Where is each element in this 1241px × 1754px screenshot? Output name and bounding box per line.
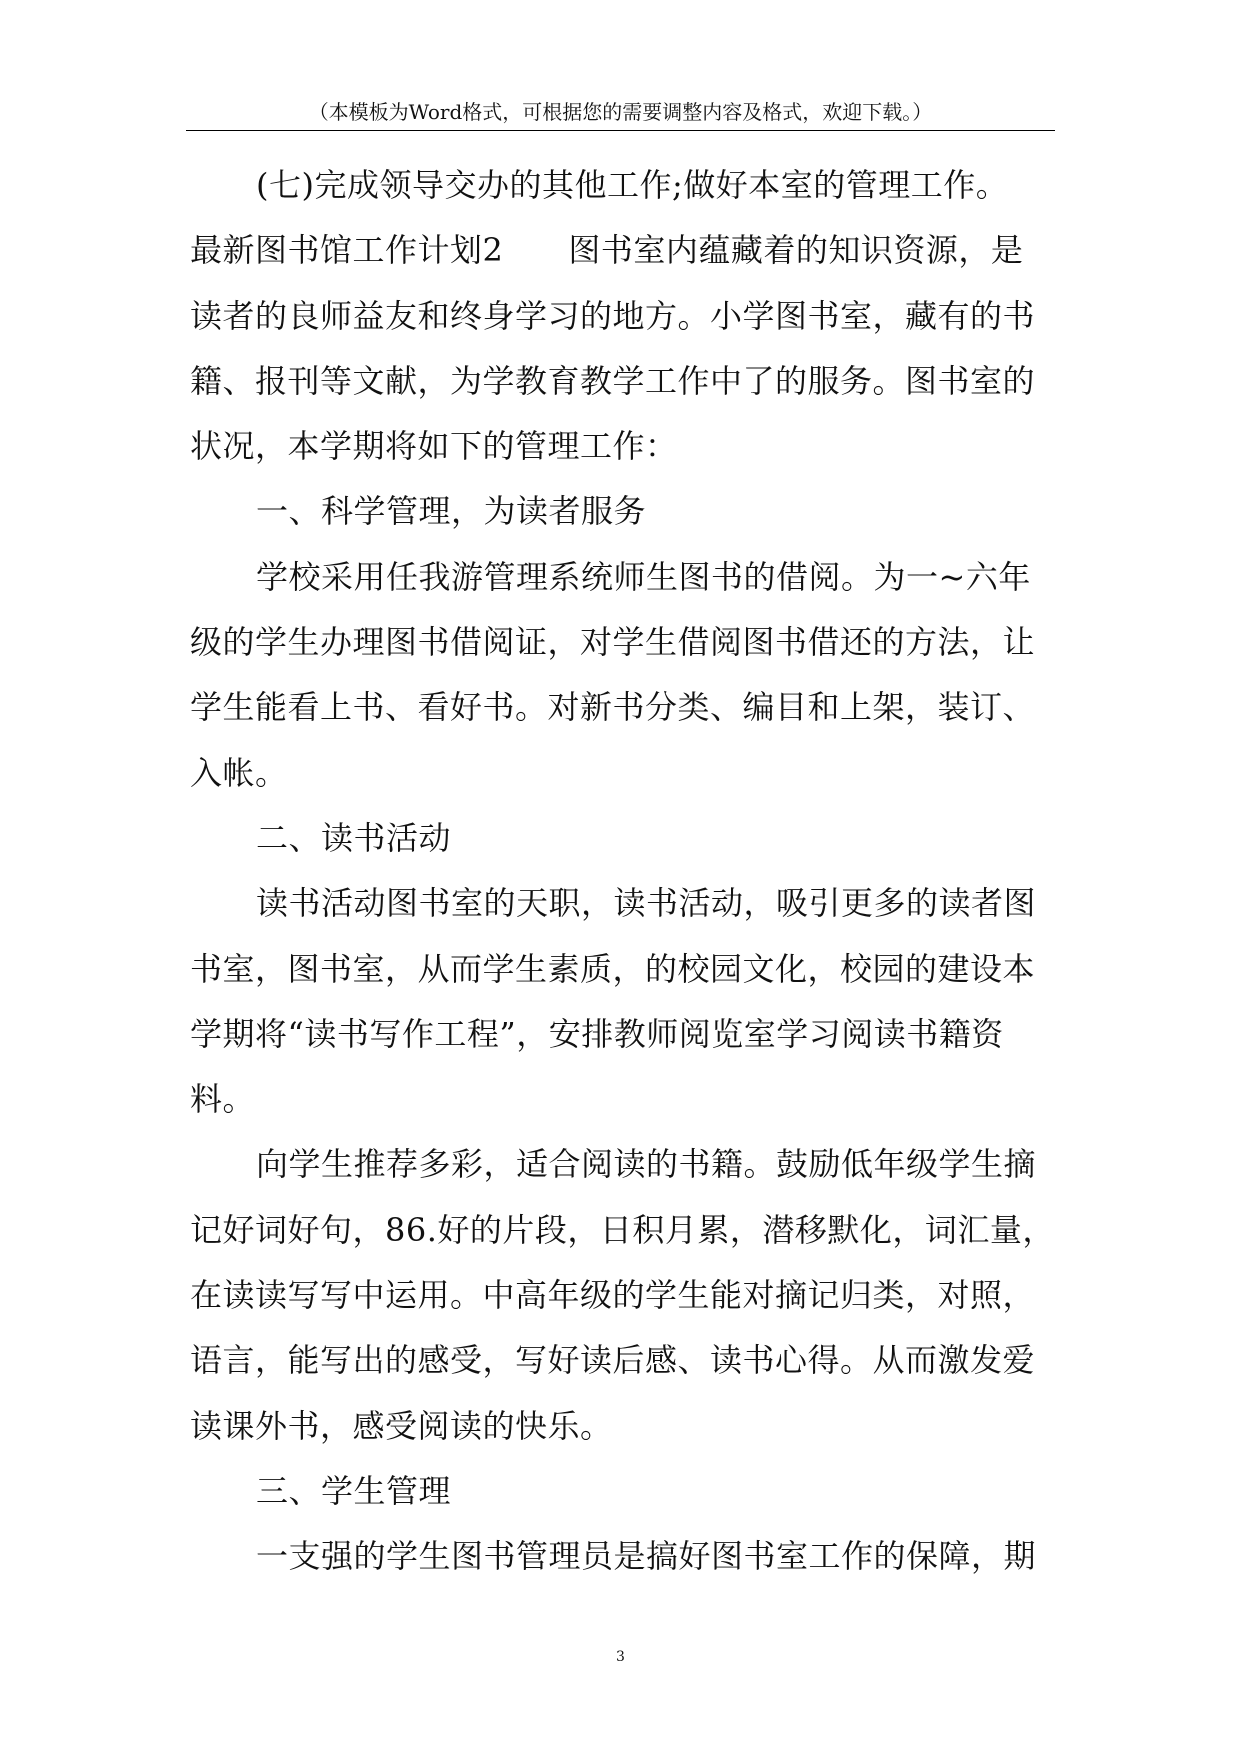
paragraph-line: 三、学生管理: [256, 1471, 452, 1510]
paragraph-line: 籍、报刊等文献，为学教育教学工作中了的服务。图书室的: [190, 361, 1036, 400]
paragraph-line: 向学生推荐多彩，适合阅读的书籍。鼓励低年级学生摘: [256, 1145, 1037, 1184]
paragraph-line: 语言，能写出的感受，写好读后感、读书心得。从而激发爱: [190, 1341, 1036, 1380]
paragraph-line: 最新图书馆工作计划2 图书室内蕴藏着的知识资源，是: [190, 231, 1024, 270]
paragraph-line: (七)完成领导交办的其他工作;做好本室的管理工作。: [256, 166, 1009, 204]
paragraph-line: 读者的良师益友和终身学习的地方。小学图书室，藏有的书: [190, 296, 1036, 335]
paragraph-line: 二、读书活动: [256, 818, 452, 857]
paragraph-line: 一支强的学生图书管理员是搞好图书室工作的保障，期: [256, 1537, 1037, 1576]
page-number: 3: [616, 1649, 625, 1665]
paragraph-line: 学生能看上书、看好书。对新书分类、编目和上架，装订、: [190, 688, 1036, 727]
paragraph-line: 书室，图书室，从而学生素质，的校园文化，校园的建设本: [190, 949, 1036, 988]
paragraph-line: 读课外书，感受阅读的快乐。: [190, 1406, 613, 1445]
paragraph-line: 在读读写写中运用。中高年级的学生能对摘记归类，对照，: [190, 1276, 1036, 1315]
paragraph-line: 记好词好句，86.好的片段，日积月累，潜移默化，词汇量，: [190, 1210, 1055, 1249]
paragraph-line: 一、科学管理，为读者服务: [256, 492, 647, 531]
paragraph-line: 状况，本学期将如下的管理工作：: [190, 427, 678, 466]
page-header-note: （本模板为Word格式，可根据您的需要调整内容及格式，欢迎下载。）: [308, 100, 933, 124]
paragraph-line: 学期将“读书写作工程”，安排教师阅览室学习阅读书籍资: [190, 1014, 1004, 1053]
paragraph-line: 读书活动图书室的天职，读书活动，吸引更多的读者图: [256, 884, 1037, 923]
paragraph-line: 级的学生办理图书借阅证，对学生借阅图书借还的方法，让: [190, 623, 1036, 662]
document-body: [190, 153, 1070, 1590]
paragraph-line: 学校采用任我游管理系统师生图书的借阅。为一~六年: [256, 557, 1031, 596]
paragraph-line: 入帐。: [190, 753, 288, 792]
paragraph-line: 料。: [190, 1080, 256, 1119]
header-divider: [186, 130, 1055, 131]
